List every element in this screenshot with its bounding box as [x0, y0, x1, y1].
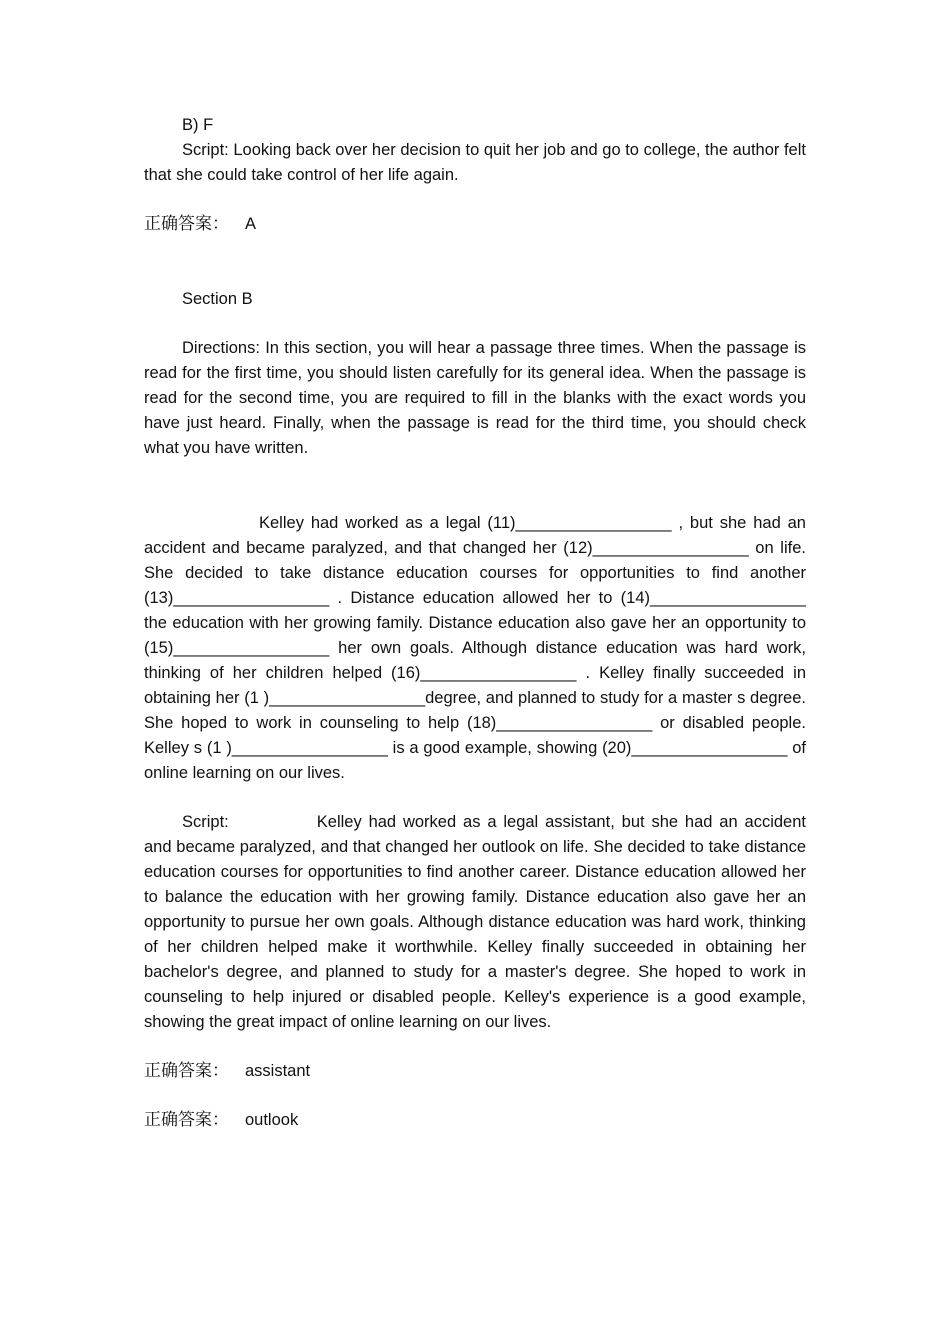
script-2-text: Kelley had worked as a legal assistant, but she had an accident and became paralyzed, and that changed her outlook on life. She decided to take distance education courses for opportunities to find another career. Distance education allowed her to balance the education with her growing family. Distance education also gave her an opportunity to pursue her own goals. Although distance education was hard work, thinking of her children helped make it worthwhile. Kelley finally succeeded in obtaining her bachelor's degree, and planned to study for a master's degree. She hoped to work in counseling to help injured or disabled people. Kelley's experience is a good example, showing the great impact of online learning on our lives.: [144, 813, 806, 1031]
answer-value: outlook: [245, 1111, 299, 1129]
section-title: Section B: [182, 290, 253, 308]
script-label: Script:: [182, 813, 229, 831]
answer-row-2: [144, 1059, 806, 1084]
script-1: Script: Looking back over her decision to quit her job and go to college, the author felt that she could take control of her life again.: [144, 141, 806, 184]
option-b: B) F: [182, 116, 214, 134]
fill-in-passage: Kelley had worked as a legal (11)_________________ , but she had an accident and became paralyzed, and that changed her (12)_________________ on life. She decided to take distance education courses for opportunities to find another (13)_________________ . Distance education allowed her to (14)_________________ the education with her growing family. Distance education also gave her an opportunity to (15)_________________ her own goals. Although distance education was hard work, thinking of her children helped (16)_________________ . Kelley finally succeeded in obtaining her (1 )_________________degree, and planned to study for a master s degree. She hoped to work in counseling to help (18)_________________ or disabled people. Kelley s (1 )_________________ is a good example, showing (20)_________________ of online learning on our lives.: [144, 514, 806, 782]
directions: Directions: In this section, you will hear a passage three times. When the passage is read for the first time, you should listen carefully for its general idea. When the passage is read for the second time, you are required to fill in the blanks with the exact words you have just heard. Finally, when the passage is read for the third time, you should check what you have written.: [144, 339, 806, 457]
answer-label: 正确答案：: [144, 1110, 229, 1130]
document-content: [144, 113, 806, 1133]
answer-value: assistant: [245, 1062, 311, 1080]
answer-row-1: [144, 212, 806, 237]
answer-label: 正确答案：: [144, 1061, 229, 1081]
script-2: [144, 810, 806, 1035]
answer-row-3: [144, 1108, 806, 1133]
answer-label: 正确答案：: [144, 214, 229, 234]
answer-value: A: [245, 215, 257, 233]
